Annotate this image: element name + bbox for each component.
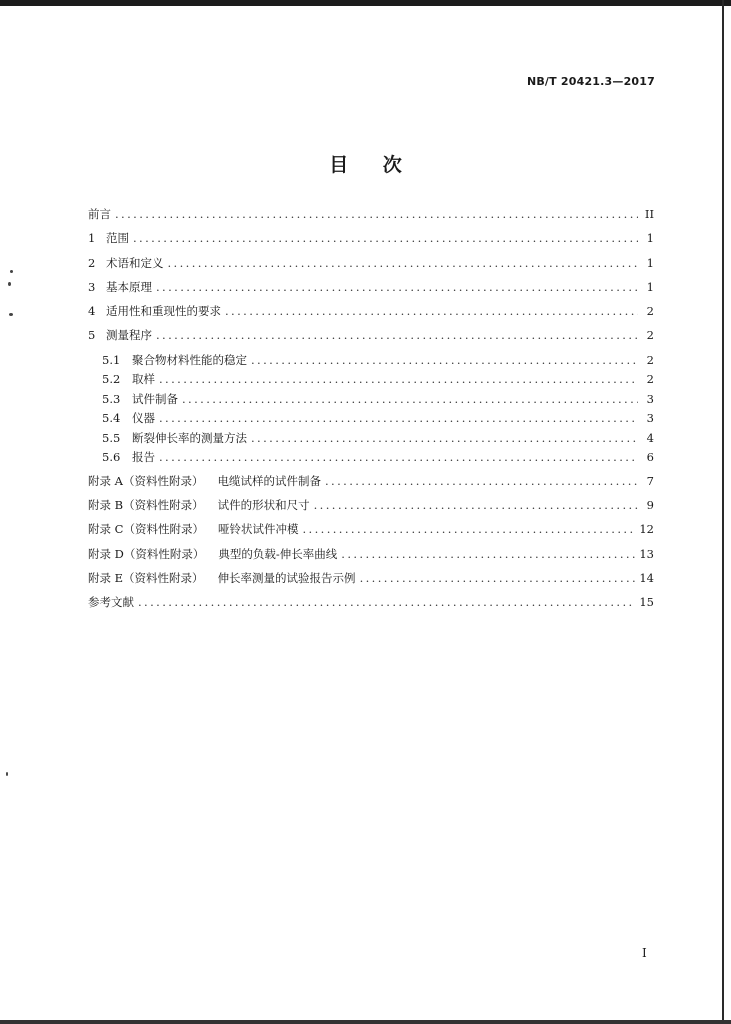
toc-page-number: 1: [646, 255, 654, 270]
toc-section-number: 3: [88, 279, 96, 294]
toc-leader-dots: [325, 474, 638, 488]
toc-leader-dots: [314, 498, 638, 512]
toc-page-number: 4: [646, 430, 654, 445]
toc-entry-label: 哑铃状试件冲模: [217, 522, 299, 537]
toc-leader-dots: [168, 256, 639, 270]
toc-leader-dots: [341, 547, 635, 561]
toc-leader-dots: [182, 392, 638, 406]
toc-entry-label: 仪器: [132, 411, 155, 426]
toc-annex-prefix: 附录 D（资料性附录）: [88, 546, 205, 561]
toc-page-number: 2: [646, 372, 654, 387]
toc-entry-label: 伸长率测量的试验报告示例: [217, 570, 356, 585]
toc-leader-dots: [360, 571, 636, 585]
toc-entry[interactable]: [88, 207, 654, 231]
toc-leader-dots: [156, 280, 638, 294]
toc-entry[interactable]: [88, 231, 654, 255]
toc-section-number: 5: [88, 328, 96, 343]
page-number: I: [642, 946, 647, 960]
scan-speck: [10, 270, 13, 273]
toc-entry-label: 电缆试样的试件制备: [217, 473, 321, 488]
toc-page-number: 7: [646, 473, 654, 488]
scan-speck: [9, 313, 13, 316]
toc-entry[interactable]: [88, 547, 654, 571]
toc-section-number: 5.6: [102, 450, 121, 465]
scan-top-border: [0, 0, 731, 6]
toc-section-number: 5.1: [102, 352, 121, 367]
toc-page-number: 15: [639, 595, 654, 610]
toc-section-number: 2: [88, 255, 96, 270]
toc-entry[interactable]: [88, 522, 654, 546]
toc-entry[interactable]: [88, 450, 654, 470]
toc-page-number: 1: [646, 279, 654, 294]
toc-entry[interactable]: [88, 353, 654, 373]
toc-entry[interactable]: [88, 474, 654, 498]
toc-leader-dots: [138, 595, 635, 609]
toc-leader-dots: [251, 431, 638, 445]
toc-entry[interactable]: [88, 431, 654, 451]
toc-leader-dots: [225, 304, 638, 318]
toc-entry-label: 报告: [132, 450, 155, 465]
table-of-contents: [88, 207, 654, 620]
toc-entry[interactable]: [88, 392, 654, 412]
toc-entry[interactable]: [88, 571, 654, 595]
toc-entry-label: 前言: [88, 207, 111, 221]
toc-entry[interactable]: [88, 595, 654, 619]
toc-entry[interactable]: [88, 304, 654, 328]
toc-leader-dots: [159, 411, 638, 425]
toc-entry-label: 取样: [132, 372, 155, 387]
toc-leader-dots: [251, 353, 638, 367]
toc-annex-prefix: 附录 E（资料性附录）: [88, 570, 204, 585]
scan-speck: [8, 282, 11, 286]
toc-page-number: 2: [646, 328, 654, 343]
toc-page-number: 9: [646, 498, 654, 513]
toc-section-number: 5.2: [102, 372, 121, 387]
document-code: NB/T 20421.3—2017: [526, 75, 655, 88]
toc-section-number: 5.5: [102, 430, 121, 445]
toc-page-number: 3: [646, 411, 654, 426]
toc-leader-dots: [159, 372, 638, 386]
toc-page-number: 14: [639, 570, 654, 585]
toc-annex-prefix: 附录 C（资料性附录）: [88, 522, 204, 537]
toc-entry-label: 测量程序: [106, 328, 152, 343]
toc-entry-label: 试件的形状和尺寸: [217, 498, 310, 513]
page-title: 目 次: [329, 154, 416, 176]
toc-annex-prefix: 附录 B（资料性附录）: [88, 498, 204, 513]
toc-leader-dots: [115, 207, 638, 221]
toc-entry-label: 术语和定义: [106, 255, 164, 270]
toc-entry[interactable]: [88, 256, 654, 280]
toc-section-number: 1: [88, 231, 96, 246]
toc-page-number: II: [644, 207, 654, 221]
toc-entry[interactable]: [88, 280, 654, 304]
toc-page-number: 2: [646, 304, 654, 319]
toc-page-number: 13: [639, 546, 654, 561]
toc-leader-dots: [302, 522, 635, 536]
toc-entry-label: 适用性和重现性的要求: [106, 304, 221, 319]
toc-entry-label: 范围: [106, 231, 129, 246]
scan-speck: [6, 772, 8, 776]
scan-bottom-border: [0, 1020, 731, 1024]
toc-page-number: 12: [639, 522, 654, 537]
toc-entry[interactable]: [88, 498, 654, 522]
toc-section-number: 5.3: [102, 391, 121, 406]
toc-entry-label: 聚合物材料性能的稳定: [132, 352, 247, 367]
toc-section-number: 5.4: [102, 411, 121, 426]
toc-page-number: 3: [646, 391, 654, 406]
toc-entry[interactable]: [88, 372, 654, 392]
toc-entry-label: 典型的负载-伸长率曲线: [218, 546, 338, 561]
toc-entry-label: 试件制备: [132, 391, 178, 406]
toc-annex-prefix: 附录 A（资料性附录）: [88, 473, 204, 488]
toc-page-number: 6: [646, 450, 654, 465]
toc-entry[interactable]: [88, 411, 654, 431]
toc-entry-label: 参考文献: [88, 595, 134, 610]
toc-entry-label: 基本原理: [106, 279, 152, 294]
toc-leader-dots: [156, 328, 638, 342]
toc-page-number: 2: [646, 352, 654, 367]
toc-section-number: 4: [88, 304, 96, 319]
toc-leader-dots: [159, 450, 638, 464]
toc-entry[interactable]: [88, 328, 654, 352]
toc-page-number: 1: [646, 231, 654, 246]
toc-leader-dots: [133, 231, 638, 245]
toc-entry-label: 断裂伸长率的测量方法: [132, 430, 247, 445]
